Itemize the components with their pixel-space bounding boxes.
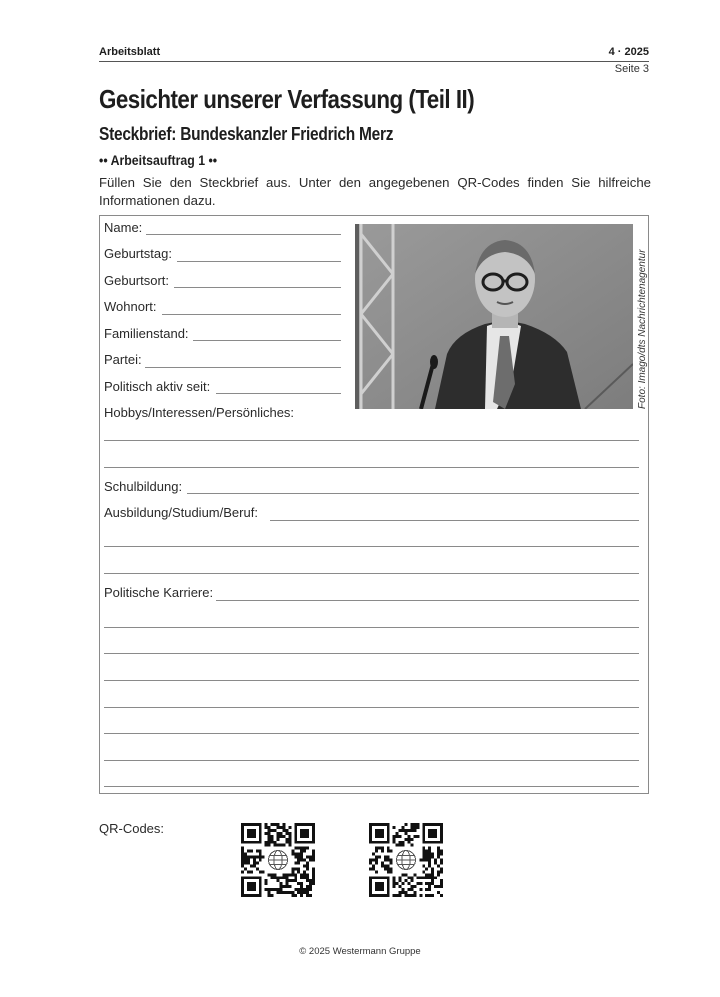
field-line-career-8[interactable] — [104, 786, 639, 787]
page-subtitle: Steckbrief: Bundeskanzler Friedrich Merz — [99, 124, 394, 144]
field-label-politically-active: Politisch aktiv seit: — [104, 379, 211, 394]
field-label-residence: Wohnort: — [104, 299, 157, 314]
qr-code-1[interactable] — [241, 823, 315, 897]
field-label-marital-status: Familienstand: — [104, 326, 189, 341]
field-label-birthday: Geburtstag: — [104, 246, 172, 261]
field-line-career-6[interactable] — [104, 733, 639, 734]
task-instruction: Füllen Sie den Steckbrief aus. Unter den angegebenen QR-Codes finden Sie hilfreiche Informationen dazu. — [99, 175, 651, 208]
field-line-education-3[interactable] — [104, 573, 639, 574]
field-label-career: Politische Karriere: — [104, 585, 214, 600]
field-line-politically-active[interactable] — [216, 393, 341, 394]
field-line-party[interactable] — [145, 367, 341, 368]
field-label-hobbies: Hobbys/Interessen/Persönliches: — [104, 405, 295, 420]
qr-code-2[interactable] — [369, 823, 443, 897]
field-line-residence[interactable] — [162, 314, 341, 315]
field-line-birthplace[interactable] — [174, 287, 341, 288]
field-label-name: Name: — [104, 220, 143, 235]
field-line-career-7[interactable] — [104, 760, 639, 761]
portrait-photo — [355, 224, 633, 409]
field-line-career-3[interactable] — [104, 653, 639, 654]
field-line-career-4[interactable] — [104, 680, 639, 681]
field-line-education[interactable] — [270, 520, 639, 521]
field-line-hobbies-2[interactable] — [104, 467, 639, 468]
header-doc-type: Arbeitsblatt — [99, 46, 161, 58]
field-line-education-2[interactable] — [104, 546, 639, 547]
portrait-illustration — [355, 224, 633, 409]
header-issue: 4 · 2025 — [608, 46, 649, 58]
field-line-career-5[interactable] — [104, 707, 639, 708]
field-label-school: Schulbildung: — [104, 479, 183, 494]
task-label: •• Arbeitsauftrag 1 •• — [99, 152, 218, 168]
qr-codes-label: QR-Codes: — [99, 821, 165, 836]
photo-credit: Foto: Imago/dts Nachrichtenagentur — [637, 249, 648, 409]
header-divider — [99, 61, 649, 62]
field-line-career-2[interactable] — [104, 627, 639, 628]
header-page-number: Seite 3 — [614, 63, 649, 75]
field-line-school[interactable] — [187, 493, 639, 494]
field-line-marital-status[interactable] — [193, 340, 341, 341]
page-title: Gesichter unserer Verfassung (Teil II) — [99, 84, 475, 114]
field-label-party: Partei: — [104, 352, 142, 367]
field-line-birthday[interactable] — [177, 261, 341, 262]
field-line-name[interactable] — [146, 234, 341, 235]
field-line-hobbies-1[interactable] — [104, 440, 639, 441]
field-line-career[interactable] — [216, 600, 639, 601]
field-label-education: Ausbildung/Studium/Beruf: — [104, 505, 258, 520]
field-label-birthplace: Geburtsort: — [104, 273, 170, 288]
footer-copyright: © 2025 Westermann Gruppe — [299, 946, 421, 957]
